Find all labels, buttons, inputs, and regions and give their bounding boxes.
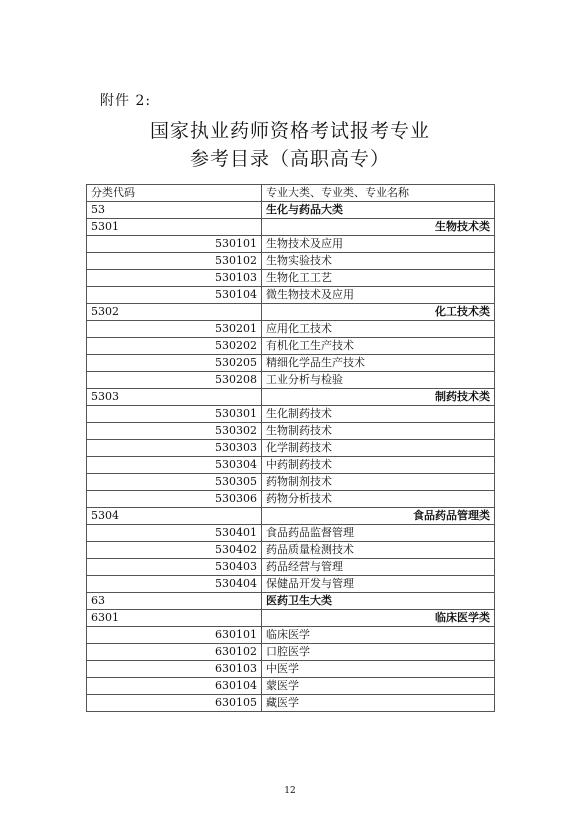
row-name: 临床医学 xyxy=(262,627,495,644)
row-code: 5304 xyxy=(87,508,262,525)
table-row xyxy=(87,321,495,338)
table-row xyxy=(87,542,495,559)
row-name: 蒙医学 xyxy=(262,678,495,695)
row-code: 530101 xyxy=(87,236,262,253)
table-row xyxy=(87,270,495,287)
row-code: 530302 xyxy=(87,423,262,440)
table-body xyxy=(87,202,495,712)
row-name: 保健品开发与管理 xyxy=(262,576,495,593)
row-name: 应用化工技术 xyxy=(262,321,495,338)
major-catalog-table xyxy=(86,184,495,712)
table-row xyxy=(87,338,495,355)
table-row xyxy=(87,219,495,236)
table-row xyxy=(87,678,495,695)
attachment-label: 附件 2: xyxy=(100,93,152,109)
row-name: 临床医学类 xyxy=(262,610,495,627)
table-row xyxy=(87,593,495,610)
table-row xyxy=(87,644,495,661)
row-code: 530306 xyxy=(87,491,262,508)
row-name: 中药制药技术 xyxy=(262,457,495,474)
row-code: 530305 xyxy=(87,474,262,491)
row-name: 生物化工工艺 xyxy=(262,270,495,287)
row-name: 药品经营与管理 xyxy=(262,559,495,576)
table-header-row xyxy=(87,185,495,202)
row-code: 530401 xyxy=(87,525,262,542)
table-row xyxy=(87,508,495,525)
table-row xyxy=(87,389,495,406)
row-name: 生化与药品大类 xyxy=(262,202,495,219)
row-code: 530201 xyxy=(87,321,262,338)
row-code: 530102 xyxy=(87,253,262,270)
row-code: 530103 xyxy=(87,270,262,287)
row-code: 5303 xyxy=(87,389,262,406)
table-row xyxy=(87,287,495,304)
row-code: 530303 xyxy=(87,440,262,457)
table-row xyxy=(87,457,495,474)
row-code: 530205 xyxy=(87,355,262,372)
table-row xyxy=(87,695,495,712)
row-code: 530104 xyxy=(87,287,262,304)
table-row xyxy=(87,440,495,457)
table-row xyxy=(87,202,495,219)
row-name: 食品药品管理类 xyxy=(262,508,495,525)
row-name: 工业分析与检验 xyxy=(262,372,495,389)
row-name: 微生物技术及应用 xyxy=(262,287,495,304)
row-name: 生物制药技术 xyxy=(262,423,495,440)
table-row xyxy=(87,525,495,542)
row-name: 生物实验技术 xyxy=(262,253,495,270)
row-code: 530402 xyxy=(87,542,262,559)
row-code: 530404 xyxy=(87,576,262,593)
table-row xyxy=(87,627,495,644)
row-name: 医药卫生大类 xyxy=(262,593,495,610)
row-name: 化工技术类 xyxy=(262,304,495,321)
row-name: 口腔医学 xyxy=(262,644,495,661)
row-code: 530208 xyxy=(87,372,262,389)
row-name: 生物技术类 xyxy=(262,219,495,236)
row-code: 5302 xyxy=(87,304,262,321)
table-row xyxy=(87,423,495,440)
row-name: 食品药品监督管理 xyxy=(262,525,495,542)
table-row xyxy=(87,406,495,423)
document-title-line2: 参考目录（高职高专） xyxy=(189,148,390,170)
row-code: 630101 xyxy=(87,627,262,644)
table-row xyxy=(87,355,495,372)
row-name: 精细化学品生产技术 xyxy=(262,355,495,372)
row-code: 530301 xyxy=(87,406,262,423)
row-name: 生化制药技术 xyxy=(262,406,495,423)
row-code: 630103 xyxy=(87,661,262,678)
row-name: 有机化工生产技术 xyxy=(262,338,495,355)
header-code: 分类代码 xyxy=(87,185,262,202)
table-row xyxy=(87,559,495,576)
table-row xyxy=(87,253,495,270)
row-code: 630104 xyxy=(87,678,262,695)
row-code: 6301 xyxy=(87,610,262,627)
row-code: 53 xyxy=(87,202,262,219)
row-name: 制药技术类 xyxy=(262,389,495,406)
row-code: 530403 xyxy=(87,559,262,576)
row-name: 药物制剂技术 xyxy=(262,474,495,491)
header-name: 专业大类、专业类、专业名称 xyxy=(262,185,495,202)
table-row xyxy=(87,372,495,389)
row-name: 中医学 xyxy=(262,661,495,678)
table-row xyxy=(87,576,495,593)
row-code: 630102 xyxy=(87,644,262,661)
row-name: 药品质量检测技术 xyxy=(262,542,495,559)
table-row xyxy=(87,661,495,678)
row-name: 药物分析技术 xyxy=(262,491,495,508)
row-code: 63 xyxy=(87,593,262,610)
table-row xyxy=(87,474,495,491)
row-code: 530304 xyxy=(87,457,262,474)
table-row xyxy=(87,610,495,627)
row-name: 生物技术及应用 xyxy=(262,236,495,253)
row-name: 化学制药技术 xyxy=(262,440,495,457)
row-name: 藏医学 xyxy=(262,695,495,712)
table-row xyxy=(87,236,495,253)
row-code: 630105 xyxy=(87,695,262,712)
row-code: 530202 xyxy=(87,338,262,355)
row-code: 5301 xyxy=(87,219,262,236)
table-row xyxy=(87,491,495,508)
page-number: 12 xyxy=(284,786,296,796)
table-row xyxy=(87,304,495,321)
document-title-line1: 国家执业药师资格考试报考专业 xyxy=(149,120,430,142)
